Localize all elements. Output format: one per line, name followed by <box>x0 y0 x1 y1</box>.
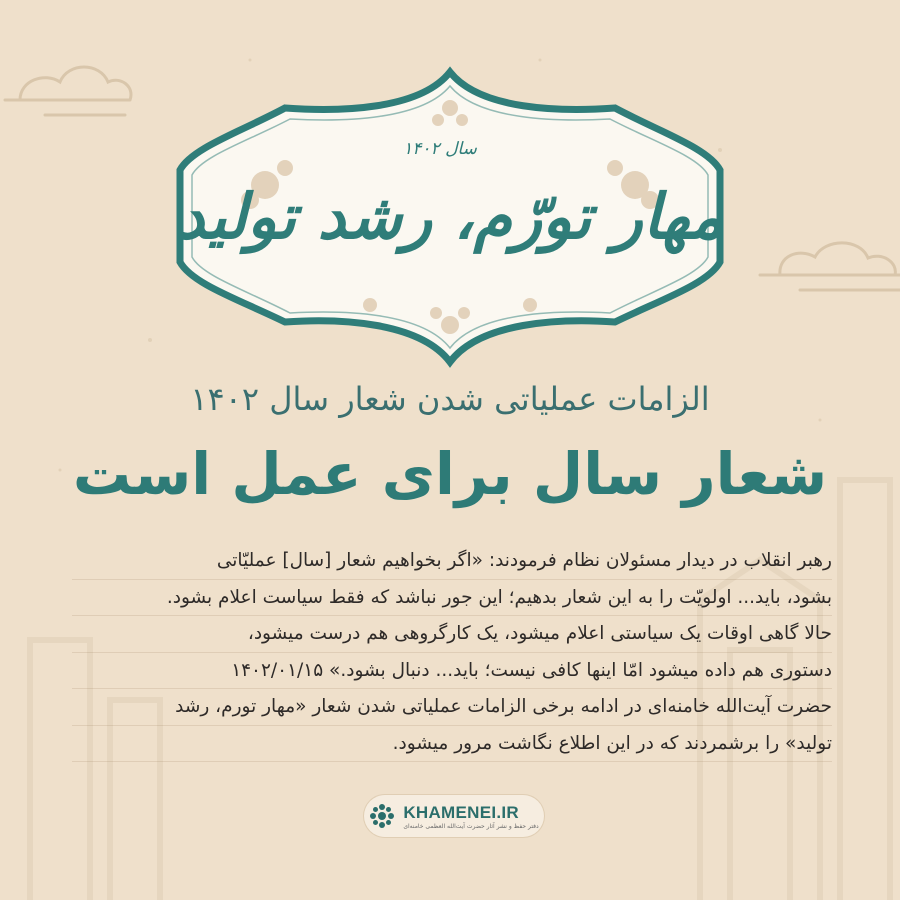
body-line: بشود، باید... اولویّت را به این شعار بدهیم؛ این جور نباشد که فقط سیاست اعلام بشود. <box>72 580 832 617</box>
body-paragraph <box>72 543 832 762</box>
body-line: حضرت آیت‌الله خامنه‌ای در ادامه برخی الزامات عملیاتی شدن شعار «مهار تورم، رشد <box>72 689 832 726</box>
logo-tagline: دفتر حفظ و نشر آثار حضرت آیت‌الله العظمی خامنه‌ای <box>403 822 539 830</box>
khamenei-logo-icon <box>369 803 395 829</box>
body-line: تولید» را برشمردند که در این اطلاع نگاشت مرور میشود. <box>72 726 832 763</box>
logo-name: KHAMENEI.IR <box>403 802 520 822</box>
subtitle: الزامات عملیاتی شدن شعار سال ۱۴۰۲ <box>190 380 710 418</box>
emblem-slogan: مهار تورّم، رشد تولید <box>176 180 724 253</box>
headline: شعار سال برای عمل است <box>72 440 828 508</box>
body-line: دستوری هم داده میشود امّا اینها کافی نیست؛ باید... دنبال بشود.» ۱۴۰۲/۰۱/۱۵ <box>72 653 832 690</box>
emblem-year-label: سال ۱۴۰۲ <box>403 139 477 159</box>
body-line: حالا گاهی اوقات یک سیاستی اعلام میشود، یک کارگروهی هم درست میشود، <box>72 616 832 653</box>
body-line: رهبر انقلاب در دیدار مسئولان نظام فرمودند: «اگر بخواهیم شعار [سال] عملیّاتی <box>72 543 832 580</box>
khamenei-logo[interactable] <box>364 795 544 837</box>
